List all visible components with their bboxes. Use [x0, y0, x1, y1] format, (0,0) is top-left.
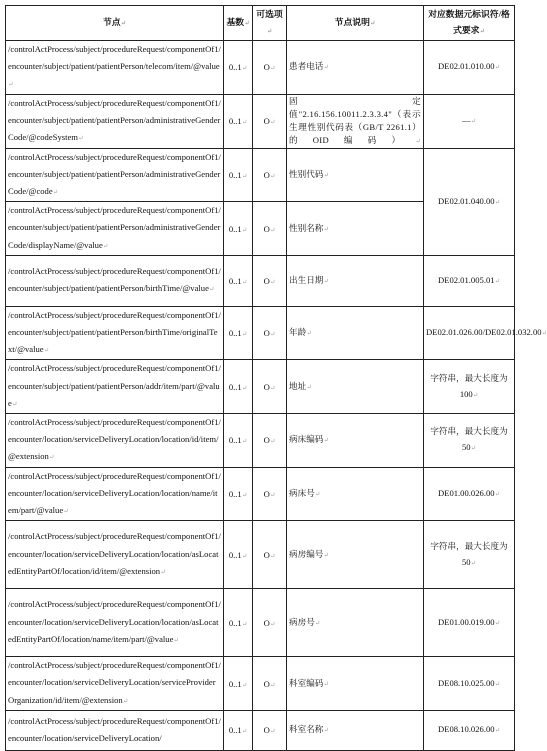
- description-cell: 年龄↵: [287, 306, 424, 360]
- node-path: /controlActProcess/subject/procedureRequest/componentOf1/encounter/subject/patient/patientPerson/telecom/item/@value↵: [6, 41, 224, 95]
- data-element-cell: 字符串，最大长度为100↵: [424, 360, 515, 414]
- description-cell: 性别代码↵: [287, 148, 424, 202]
- optional-cell: O↵: [253, 657, 287, 711]
- base-cell: 0..1↵: [224, 414, 253, 468]
- optional-cell: O↵: [253, 41, 287, 95]
- node-path: /controlActProcess/subject/procedureRequest/componentOf1/encounter/subject/patient/patientPerson/addr/item/part/@value↵: [6, 360, 224, 414]
- description-cell: 患者电话↵: [287, 41, 424, 95]
- table-header-row: [6, 6, 515, 41]
- node-path: /controlActProcess/subject/procedureRequest/componentOf1/encounter/subject/patient/patientPerson/birthTime/@value↵: [6, 255, 224, 306]
- base-cell: 0..1↵: [224, 521, 253, 589]
- node-path: /controlActProcess/subject/procedureRequest/componentOf1/encounter/subject/patient/patientPerson/administrativeGenderCode/displayName/@value↵: [6, 202, 224, 256]
- table-row: [6, 148, 515, 202]
- optional-cell: O↵: [253, 589, 287, 657]
- data-element-cell: 字符串，最大长度为50↵: [424, 414, 515, 468]
- description-cell: 病床编码↵: [287, 414, 424, 468]
- data-element-cell: DE01.00.019.00↵: [424, 589, 515, 657]
- data-element-cell: —↵: [424, 94, 515, 148]
- base-cell: 0..1↵: [224, 94, 253, 148]
- optional-cell: O↵: [253, 306, 287, 360]
- table-row: [6, 589, 515, 657]
- table-row: [6, 41, 515, 95]
- node-path: /controlActProcess/subject/procedureRequest/componentOf1/encounter/subject/patient/patientPerson/administrativeGenderCode/@codeSystem↵: [6, 94, 224, 148]
- data-element-cell: DE02.01.005.01↵: [424, 255, 515, 306]
- optional-cell: O↵: [253, 202, 287, 256]
- table-row: [6, 521, 515, 589]
- header-base: 基数↵: [224, 6, 253, 41]
- description-cell: 固定值"2.16.156.10011.2.3.3.4"（表示生理性别代码表（GB/T 2261.1）的OID编码）↵: [287, 94, 424, 148]
- node-path: /controlActProcess/subject/procedureRequest/componentOf1/encounter/location/serviceDeliveryLocation/location/id/item/@extension↵: [6, 414, 224, 468]
- table-row: [6, 710, 515, 750]
- header-optional: 可选项↵: [253, 6, 287, 41]
- base-cell: 0..1↵: [224, 255, 253, 306]
- table-row: [6, 360, 515, 414]
- description-cell: 科室名称↵: [287, 710, 424, 750]
- description-cell: 病房编号↵: [287, 521, 424, 589]
- description-cell: 病床号↵: [287, 467, 424, 521]
- optional-cell: O↵: [253, 255, 287, 306]
- description-cell: 性别名称↵: [287, 202, 424, 256]
- node-path: /controlActProcess/subject/procedureRequest/componentOf1/encounter/location/serviceDeliveryLocation/location/name/item/part/@value↵: [6, 467, 224, 521]
- node-path: /controlActProcess/subject/procedureRequest/componentOf1/encounter/location/serviceDeliveryLocation/location/asLocatedEntityPartOf/location/name/item/part/@value↵: [6, 589, 224, 657]
- base-cell: 0..1↵: [224, 360, 253, 414]
- optional-cell: O↵: [253, 360, 287, 414]
- description-cell: 病房号↵: [287, 589, 424, 657]
- table-row: [6, 306, 515, 360]
- node-spec-table: [5, 5, 547, 751]
- data-element-cell: DE02.01.010.00↵: [424, 41, 515, 95]
- base-cell: 0..1↵: [224, 306, 253, 360]
- base-cell: 0..1↵: [224, 710, 253, 750]
- description-cell: 科室编码↵: [287, 657, 424, 711]
- optional-cell: O↵: [253, 148, 287, 202]
- description-cell: 地址↵: [287, 360, 424, 414]
- data-element-cell: DE02.01.026.00/DE02.01.032.00↵: [424, 306, 515, 360]
- optional-cell: O↵: [253, 467, 287, 521]
- optional-cell: O↵: [253, 710, 287, 750]
- base-cell: 0..1↵: [224, 589, 253, 657]
- data-element-cell: DE08.10.025.00↵: [424, 657, 515, 711]
- node-path: /controlActProcess/subject/procedureRequest/componentOf1/encounter/subject/patient/patientPerson/birthTime/originalText/@value↵: [6, 306, 224, 360]
- optional-cell: O↵: [253, 94, 287, 148]
- data-element-cell: DE08.10.026.00↵: [424, 710, 515, 750]
- optional-cell: O↵: [253, 521, 287, 589]
- base-cell: 0..1↵: [224, 148, 253, 202]
- data-element-cell: 字符串，最大长度为50↵: [424, 521, 515, 589]
- base-cell: 0..1↵: [224, 467, 253, 521]
- base-cell: 0..1↵: [224, 41, 253, 95]
- header-data-element: 对应数据元标识符/格式要求↵: [424, 6, 515, 41]
- data-element-cell: DE01.00.026.00↵: [424, 467, 515, 521]
- table-row: [6, 94, 515, 148]
- table-row: [6, 467, 515, 521]
- base-cell: 0..1↵: [224, 202, 253, 256]
- table-row: [6, 414, 515, 468]
- node-path: /controlActProcess/subject/procedureRequest/componentOf1/encounter/subject/patient/patientPerson/administrativeGenderCode/@code↵: [6, 148, 224, 202]
- description-cell: 出生日期↵: [287, 255, 424, 306]
- table-row: [6, 657, 515, 711]
- header-description: 节点说明↵: [287, 6, 424, 41]
- optional-cell: O↵: [253, 414, 287, 468]
- table-row: [6, 255, 515, 306]
- data-element-cell: DE02.01.040.00↵: [424, 148, 515, 255]
- node-path: /controlActProcess/subject/procedureRequest/componentOf1/encounter/location/serviceDeliveryLocation/: [6, 710, 224, 750]
- node-path: /controlActProcess/subject/procedureRequest/componentOf1/encounter/location/serviceDeliveryLocation/serviceProviderOrganization/id/item/@extension↵: [6, 657, 224, 711]
- header-node: 节点↵: [6, 6, 224, 41]
- base-cell: 0..1↵: [224, 657, 253, 711]
- node-path: /controlActProcess/subject/procedureRequest/componentOf1/encounter/location/serviceDeliveryLocation/location/asLocatedEntityPartOf/location/id/item/@extension↵: [6, 521, 224, 589]
